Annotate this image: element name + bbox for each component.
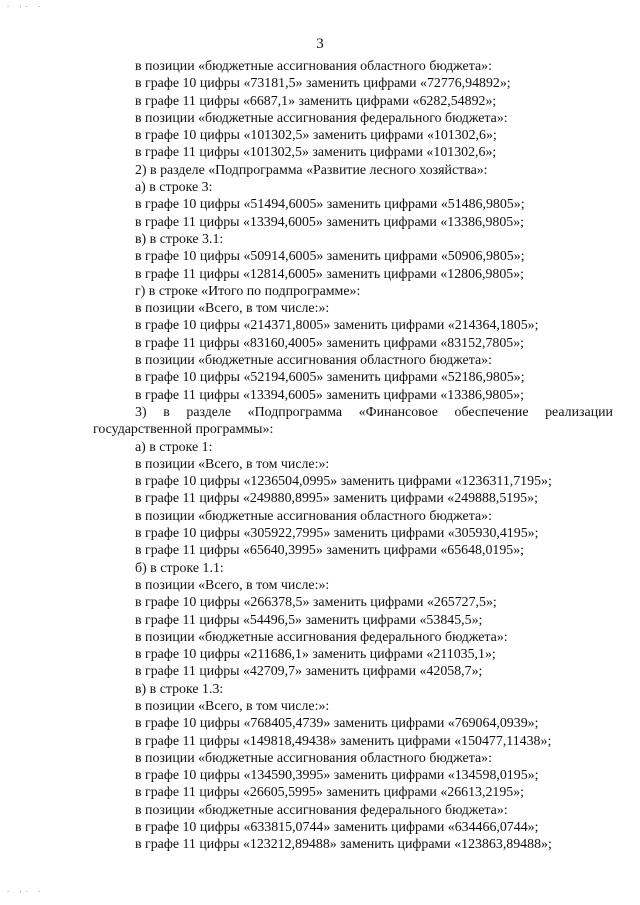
text-line: в позиции «Всего, в том числе:»:: [135, 698, 330, 714]
text-line: в графе 11 цифры «54496,5» заменить цифрами «53845,5»;: [135, 612, 483, 628]
text-line: а) в строке 3:: [135, 180, 213, 196]
scan-mark-bottom: · ·· ·: [6, 888, 44, 896]
text-line: в позиции «бюджетные ассигнования областного бюджета»:: [135, 508, 492, 524]
text-line: в графе 10 цифры «633815,0744» заменить цифрами «634466,0744»;: [135, 820, 539, 836]
text-line: в графе 11 цифры «65640,3995» заменить цифрами «65648,0195»;: [135, 543, 525, 559]
page-number: 3: [316, 36, 324, 52]
text-line: в графе 11 цифры «101302,5» заменить цифрами «101302,6»;: [135, 145, 497, 161]
text-line: а) в строке 1:: [135, 439, 213, 455]
text-line: в графе 11 цифры «123212,89488» заменить цифрами «123863,89488»;: [135, 837, 552, 853]
text-line: в позиции «Всего, в том числе:»:: [135, 577, 330, 593]
text-line: в позиции «бюджетные ассигнования федерального бюджета»:: [135, 802, 508, 818]
text-line: в позиции «бюджетные ассигнования федерального бюджета»:: [135, 629, 508, 645]
text-line: в) в строке 1.3:: [135, 681, 224, 697]
document-body: [93, 58, 613, 854]
text-line: в графе 11 цифры «12814,6005» заменить цифрами «12806,9805»;: [135, 266, 525, 282]
text-line: в графе 10 цифры «1236504,0995» заменить цифрами «1236311,7195»;: [135, 474, 552, 490]
text-line: в графе 10 цифры «101302,5» заменить цифрами «101302,6»;: [135, 128, 497, 144]
section-heading-line: 2) в разделе «Подпрограмма «Развитие лесного хозяйства»:: [135, 162, 488, 178]
text-line: в графе 10 цифры «266378,5» заменить цифрами «265727,5»;: [135, 595, 497, 611]
text-line: в графе 11 цифры «6687,1» заменить цифрами «6282,54892»;: [135, 93, 497, 109]
text-line: в графе 10 цифры «134590,3995» заменить цифрами «134598,0195»;: [135, 768, 539, 784]
text-line: б) в строке 1.1:: [135, 560, 224, 576]
section-heading-continuation: государственной программы»:: [93, 422, 274, 438]
scan-mark-top: · ·· ·: [6, 3, 44, 11]
text-line: в позиции «бюджетные ассигнования областного бюджета»:: [135, 59, 492, 74]
text-line: в графе 11 цифры «83160,4005» заменить цифрами «83152,7805»;: [135, 335, 525, 351]
text-line: в графе 11 цифры «13394,6005» заменить цифрами «13386,9805»;: [135, 387, 525, 403]
text-line: в графе 10 цифры «214371,8005» заменить цифрами «214364,1805»;: [135, 318, 539, 334]
text-line: в позиции «бюджетные ассигнования федерального бюджета»:: [135, 110, 508, 126]
text-line: в графе 10 цифры «73181,5» заменить цифрами «72776,94892»;: [135, 76, 511, 92]
text-line: в графе 10 цифры «51494,6005» заменить цифрами «51486,9805»;: [135, 197, 525, 213]
text-line: г) в строке «Итого по подпрограмме»:: [135, 283, 361, 299]
text-line: в графе 10 цифры «52194,6005» заменить цифрами «52186,9805»;: [135, 370, 525, 386]
text-line: в позиции «бюджетные ассигнования областного бюджета»:: [135, 750, 492, 766]
text-line: в) в строке 3.1:: [135, 231, 224, 247]
text-line: в графе 11 цифры «26605,5995» заменить цифрами «26613,2195»;: [135, 785, 525, 801]
text-line: в графе 10 цифры «211686,1» заменить цифрами «211035,1»;: [135, 647, 496, 663]
text-line: в позиции «бюджетные ассигнования областного бюджета»:: [135, 353, 492, 369]
text-line: в графе 10 цифры «305922,7995» заменить цифрами «305930,4195»;: [135, 526, 539, 542]
text-line: в графе 10 цифры «50914,6005» заменить цифрами «50906,9805»;: [135, 249, 525, 265]
text-line: в графе 11 цифры «13394,6005» заменить цифрами «13386,9805»;: [135, 214, 525, 230]
text-line: в графе 11 цифры «42709,7» заменить цифрами «42058,7»;: [135, 664, 483, 680]
text-line: в графе 10 цифры «768405,4739» заменить цифрами «769064,0939»;: [135, 716, 539, 732]
section-heading-line: 3) в разделе «Подпрограмма «Финансовое обеспечение реализации: [135, 404, 613, 420]
text-line: в позиции «Всего, в том числе:»:: [135, 456, 330, 472]
text-line: в позиции «Всего, в том числе:»:: [135, 301, 330, 317]
text-line: в графе 11 цифры «249880,8995» заменить цифрами «249888,5195»;: [135, 491, 538, 507]
text-line: в графе 11 цифры «149818,49438» заменить цифрами «150477,11438»;: [135, 733, 552, 749]
